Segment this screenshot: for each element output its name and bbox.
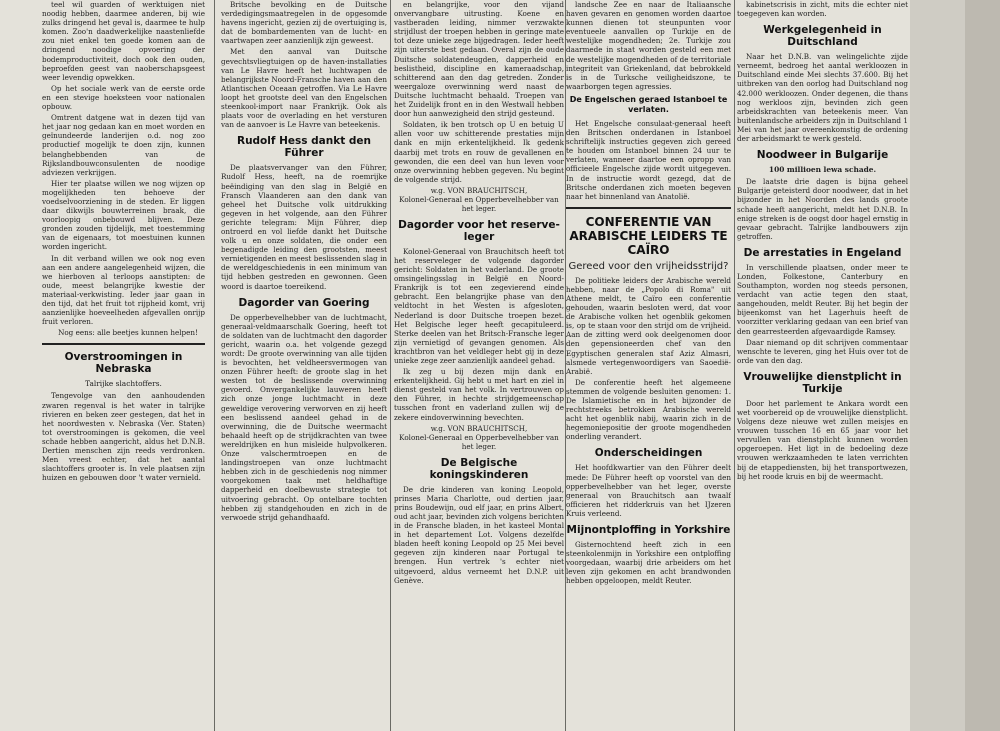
article-paragraph: Daar niemand op dit schrijven commentaar wenschte te leveren, ging het Huis over tot de orde van den dag.	[737, 337, 908, 365]
headline-werkgelegenheid: Werkgelegenheid in Duitschland	[763, 24, 882, 49]
article-paragraph: Soldaten, ik ben trotsch op U en betuig U allen voor uw schitterende prestaties mijn dank en mijn erkentelijkheid. Ik gedenk daarbij met trots en rouw de gevallenen en gewonden, die een deel van hun leven voor onze overwinning hebben gegeven. Nu begint de volgende strijd.	[394, 120, 564, 184]
article-paragraph: en belangrijke, voor den vijand onvervangbare uitrusting. Koene en vastberaden leiding, nimmer verzwakte strijdlust der troepen hebben in geringe mate tot deze unieke zege bijgedragen. Ieder heeft zijn uiterste best gedaan. Overal zijn de oude Duitsche soldatendeugden, dapperheid en beslistheid, discipline en kameraadschap, schitterend aan den dag getreden. Zonder weergaloze overwinning werd naast de Duitsche luchtmacht behaald. Troepen van het Zuidelijk front en in den Westwall hebben door hun aanwezigheid den strijd gesteund.	[394, 0, 564, 119]
signature-title: Kolonel-Generaal en Opperbevelhebber van het leger.	[399, 432, 559, 451]
headline-hess: Rudolf Hess dankt den Führer	[236, 135, 372, 160]
article-paragraph: Kolonel-Generaal von Brauchitsch heeft tot het reserveleger de volgende dagorder gericht: Soldaten in het vaderland. De groote omsingelingsslag in België en Noord-Frankrijk is tot een zegevierend einde gebracht. Een belangrijke phase van den veldtocht in het Westen is afgesloten, Nederland is door Duitsche troepen bezet. Het Belgische leger heeft gecapituleerd. Sterke deelen van het Britsch-Fransche leger zijn vernietigd of gevangen genomen. Als krachtbron van het veldleger hebt gij in deze unieke zege zeer aanzienlijk aandeel gehad.	[394, 246, 564, 365]
column-3	[394, 0, 564, 731]
signature-block	[394, 424, 564, 451]
subheadline-flood: Talrijke slachtoffers.	[85, 379, 162, 389]
article-paragraph: kabinetscrisis in zicht, mits die echter niet toegegeven kan worden.	[737, 0, 908, 19]
article-paragraph: In dit verband willen we ook nog even aan een andere aangelegenheid wijzen, die we hierboven al terloops aanstipten: de oude, meest belangrijke kwestie der materiaal-verkwisting. Ieder jaar gaan in den tijd, dat het fruit tot rijpheid komt, vrij aanzienlijke hoeveelheden afgevallen onrijp fruit verloren.	[42, 253, 205, 327]
article-paragraph: Op het sociale werk van de eerste orde en een stevige hoeksteen voor nationalen opbouw.	[42, 83, 205, 112]
article-paragraph: Gisternochtend heeft zich in een steenkolenmijn in Yorkshire een ontploffing voorgedaan, waarbij drie arbeiders om het leven zijn gekomen en acht brandwonden hebben opgeloopen, meldt Reuter.	[566, 540, 731, 586]
article-paragraph: Ik zeg u bij dezen mijn dank en erkentelijkheid. Gij hebt u met hart en ziel in dienst gesteld van het volk. In vertrouwen op den Führer, in hechte strijdgemeenschap tusschen front en vaderland zullen wij de zekere eindoverwinning bevechten.	[394, 367, 564, 422]
article-paragraph: Het Engelsche consulaat-generaal heeft den Britschen onderdanen in Istanboel schriftelijk instructies gegeven zich gereed te houden om Istanboel binnen 24 uur te verlaten, wanneer daartoe een opropp van officieele Engelsche zijde wordt uitgegeven. In de instructie wordt gezegd, dat de Britsche onderdanen zich moeten begeven naar het binnenland van Anatolië.	[566, 118, 731, 201]
article-paragraph: Omtrent datgene wat in dezen tijd van het jaar nog gedaan kan en moet worden en geïnundeerde landerijen o.d. nog zoo productief mogelijk te doen zijn, kunnen belanghebbenden van de Rijkslandbouwconsulenten de noodige adviezen verkrijgen.	[42, 113, 205, 177]
subheadline-conferentie: Gereed voor den vrijheidsstrijd?	[568, 260, 729, 272]
section-divider	[566, 207, 731, 209]
article-paragraph: Met den aanval van Duitsche gevechtsvliegtuigen op de haven-installaties van Le Havre heeft het luchtwapen de belangrijkste Noord-Fransche haven aan den Atlantischen Oceaan getroffen. Via Le Havre loopt het grootste deel van den Engelschen steenkool-import naar Frankrijk. Ook als plaats voor de overlading en het versturen van de aanvoer is Le Havre van beteekenis.	[221, 47, 387, 130]
page-fold-shadow	[965, 0, 1000, 731]
column-rule	[734, 0, 735, 731]
article-paragraph: De opperbevelhebber van de luchtmacht, generaal-veldmaarschalk Goering, heeft tot de soldaten van de luchtmacht den dagorder gericht, waarin o.a. het volgende gezegd wordt: De groote overwinning van alle tijden is bevochten, het veldheersvermogen van onzen Führer heeft: de groote slag in het westen tot de beslissende overwinning gevoerd. Onvergankelijke lauweren heeft zich onze jonge luchtmacht in deze geweldige verovering verworven en zij heeft een beslissend aandeel gehad in de overwinning, die de Duitsche weermacht behaald heeft op de strijdkrachten van twee wereldrijken en hun misleide hulpvolkeren. Onze valschermtroepen en de landingstroepen van onze luchtmacht hebben zich in de geschiedenis nog nimmer voorgekomen taak met heldhaftige dapperheid en doelbewuste strategie tot uitvoering gebracht. Op ontelbare tochten hebben zij standgehouden en zich in de verwoede strijd gehandhaafd.	[221, 312, 387, 522]
headline-noodweer: Noodweer in Bulgarije	[756, 149, 889, 162]
column-4	[566, 0, 731, 731]
article-paragraph: teel wil guarden of werktuigen niet noodig hebben, daarmee anderen, bij wie zulks dringend het geval is, daarmee te hulp komen. Zoo'n daadwerkelijke naastenliefde zou niet enkel ten goede komen aan de dringend noodige opvoering der bodemproductiviteit, doch ook den ouden, beproefden geest van naoberschapsgeest weer levendig opwekken.	[42, 0, 205, 82]
article-paragraph: Nog eens: alle beetjes kunnen helpen!	[58, 328, 198, 338]
headline-conferentie: CONFERENTIE VAN ARABISCHE LEIDERS TE CAÏRO	[569, 214, 728, 257]
section-divider	[42, 343, 205, 345]
article-paragraph: De conferentie heeft het algemeene stemmen de volgende besluiten genomen: 1. De Islamietische en in het bijzonder de rechtstreeks betrokken Arabische wereld acht het ogenblik nabij, waarin zich in de hegemoniepositie der groote mogendheden onderling verandert.	[566, 377, 731, 442]
column-1	[42, 0, 205, 731]
headline-koningskinderen: De Belgische koningskinderen	[429, 456, 529, 481]
headline-flood: Overstroomingen in Nebraska	[64, 351, 183, 376]
article-paragraph: Tengevolge van den aanhoudenden zwaren regenval is het water in talrijke rivieren en beken zeer gestegen, dat het in het noordwesten v. Nebraska (Ver. Staten) tot overstroomingen is gekomen, die veel schade hebben aangericht, aldus het D.N.B. Dertien menschen zijn reeds verdronken. Men vreest echter, dat het aantal slachtoffers grooter is. In vele plaatsen zijn huizen en gebouwen door 't water vernield.	[42, 391, 205, 483]
headline-arrestaties: De arrestaties in Engeland	[743, 246, 902, 259]
article-paragraph: De plaatsvervanger van den Führer, Rudolf Hess, heeft, na de roemrijke beëindiging van den slag in België en Fransch Vlaanderen aan den dank van geheel het Duitsche volk uitdrukking gegeven in het volgende, aan den Führer gerichte telegram: Mijn Führer, diep ontroerd en vol liefde dankt het Duitsche volk u en onze soldaten, die onder een begenadigde leiding den grootsten, meest vernietigenden en meest beslissenden slag in de wereldgeschiedenis in een minimum van tijd hebben gestreden en gewonnen. Geen woord is daartoe toereikend.	[221, 163, 387, 291]
article-paragraph: De politieke leiders der Arabische wereld hebben, naar de „Popolo di Roma" uit Athene meldt, te Caïro een conferentie gehouden, waarin besloten werd, dat voor de Arabische volken het ogenblik gekomen is, op te staan voor den strijd om de vrijheid. Aan de zitting werd ook deelgenomen door den gepensioneerden chef van den Egyptischen generalen staf Aziz Almasri, alsmede vertegenwoordigers van Saoedië-Arabië.	[566, 275, 731, 376]
column-rule	[214, 0, 215, 731]
signature-name: w.g. VON BRAUCHITSCH,	[430, 423, 528, 433]
signature-name: w.g. VON BRAUCHITSCH,	[430, 185, 528, 195]
headline-goering: Dagorder van Goering	[238, 296, 370, 309]
subheadline-noodweer: 100 millioen lewa schade.	[768, 165, 877, 175]
article-paragraph: In verschillende plaatsen, onder meer te Londen, Folkestone, Canterbury en Southampton, worden nog steeds personen, verdacht van actie tegen den staat, aangehouden, meldt Reuter. Bij het begin der bijeenkomst van het Lagerhuis heeft de voorzitter verklaring gedaan van een brief van den gearresteerden afgevaardigde Ramsey.	[737, 262, 908, 336]
article-paragraph: De laatste drie dagen is bijna geheel Bulgarije geteisterd door noodweer, dat in het bijzonder in het Noorden des lands groote schade heeft aangericht, meldt het D.N.B. In enige streken is de oogst door hagel ernstig in gevaar gebracht. Talrijke landbouwers zijn getroffen.	[737, 177, 908, 241]
headline-dienstplicht: Vrouwelijke dienstplicht in Turkije	[743, 370, 902, 395]
column-2	[221, 0, 387, 731]
article-paragraph: Britsche bevolking en de Duitsche verdedigingsmaatregelen in de opgesomde havens ingericht, gezien zij de overtuiging is, dat de bombardementen van de lucht- en vaartwapen zeer aanzienlijk zijn geweest.	[221, 0, 387, 46]
signature-title: Kolonel-Generaal en Opperbevelhebber van het leger.	[399, 194, 559, 213]
page-margin-right	[910, 0, 1000, 731]
article-paragraph: Hier ter plaatse willen we nog wijzen op mogelijkheden ten behoeve der voedselvoorziening in de steden. Er liggen daar dikwijls bouwterreinen braak, die voorloopig onbebouwd blijven. Deze gronden zouden tijdelijk, met toestemming van de eigenaars, tot moestuinen kunnen worden ingericht.	[42, 178, 205, 252]
column-rule	[390, 0, 391, 731]
headline-reserve-leger: Dagorder voor het reserve-leger	[398, 218, 560, 243]
article-paragraph: De drie kinderen van koning Leopold, prinses Maria Charlotte, oud dertien jaar, prins Boudewijn, oud elf jaar, en prins Albert, oud acht jaar, bevinden zich volgens berichten in de Fransche bladen, in het kasteel Montal in het departement Lot. Volgens dezelfde bladen heeft koning Leopold op 25 Mei bevel gegeven zijn kinderen naar Portugal te brengen. Hun vertrek 's echter niet uitgevoerd, aldus verneemt het D.N.P. uit Genève.	[394, 484, 564, 585]
headline-istanboel: De Engelschen geraed Istanboel te verlaten.	[569, 94, 728, 114]
headline-onderscheidingen: Onderscheidingen	[594, 447, 703, 460]
article-paragraph: Naar het D.N.B. van welingelichte zijde verneemt, bedroeg het aantal werkloozen in Duitschland einde Mei slechts 37.600. Bij het uitbreken van den oorlog had Duitschland nog 42.000 werkloozen. Onder degenen, die thans nog werkloos zijn, bevinden zich geen arbeidskrachten van beteekenis meer. Van buitenlandsche arbeiders zijn in Duitschland 1 Mei van het jaar overeenkomstig de ordening der arbeidsmarkt te werk gesteld.	[737, 52, 908, 144]
article-paragraph: landsche Zee en naar de Italiaansche haven gevaren en genomen worden daartoe kunnen dienen tot steunpunten voor eventueele aanvallen op Turkije en de westelijke mogendheden; 2e. Turkije zou daarmede in staat worden gesteld een met de westelijke mogendheden of de territoriale integriteit van Griekenland, dat bebrokkeld is in de Turksche veiligheidszone, te waarborgen tegen agressies.	[566, 0, 731, 91]
column-5	[737, 0, 908, 731]
headline-mijnontploffing: Mijnontploffing in Yorkshire	[566, 524, 731, 537]
article-paragraph: Door het parlement te Ankara wordt een wet voorbereid op de vrouwelijke dienstplicht. Volgens deze nieuwe wet zullen meisjes en vrouwen tusschen 16 en 65 jaar voor het vervullen van dienstplicht kunnen worden opgeroepen. Het ligt in de bedoeling deze vrouwen werkzaamheden te laten verrichten bij de etappediensten, bij het transportwezen, bij het roode kruis en bij de weermacht.	[737, 398, 908, 481]
article-paragraph: Het hoofdkwartier van den Führer deelt mede: De Führer heeft op voorstel van den opperbevelhebber van het leger, overste generaal von Brauchitsch aan twaalf officieren het ridderkruis van het IJzeren Kruis verleend.	[566, 463, 731, 518]
signature-block	[394, 186, 564, 213]
